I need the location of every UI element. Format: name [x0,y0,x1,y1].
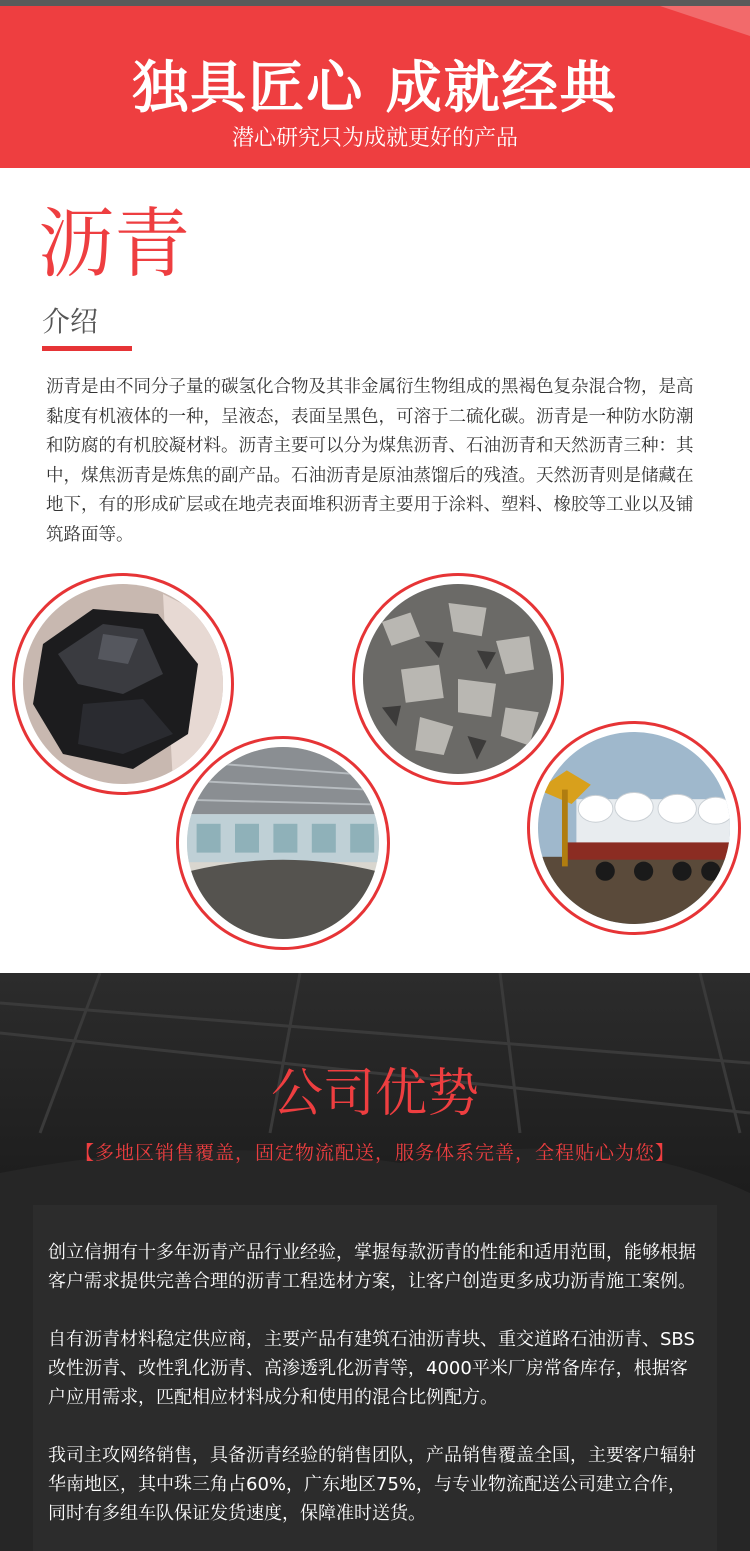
banner-title: 独具匠心 成就经典 [132,56,618,121]
product-title: 沥青 [38,199,190,288]
advantage-paragraph: 创立信拥有十多年沥青产品行业经验，掌握每款沥青的性能和适用范围，能够根据客户需求提供完善合理的沥青工程选材方案，让客户创造更多成功沥青施工案例。 [48,1242,696,1292]
company-advantage-section [0,973,750,1551]
advantage-tagline: 【多地区销售覆盖，固定物流配送，服务体系完善，全程贴心为您】 [74,1142,675,1164]
advantage-title: 公司优势 [270,1064,479,1124]
advantage-paragraph: 自有沥青材料稳定供应商，主要产品有建筑石油沥青块、重交道路石油沥青、SBS改性沥青、改性乳化沥青、高渗透乳化沥青等，4000平米厂房常备库存，根据客户应用需求，匹配相应材料成分和使用的混合比例配方。 [48,1329,695,1408]
advantage-text [48,1238,702,1551]
product-description: 沥青是由不同分子量的碳氢化合物及其非金属衍生物组成的黑褐色复杂混合物，是高黏度有机液体的一种，呈液态，表面呈黑色，可溶于二硫化碳。沥青是一种防水防潮和防腐的有机胶凝材料。沥青主要可以分为煤焦沥青、石油沥青和天然沥青三种：其中，煤焦沥青是炼焦的副产品。石油沥青是原油蒸馏后的残渣。天然沥青则是储藏在地下，有的形成矿层或在地壳表面堆积沥青主要用于涂料、塑料、橡胶等工业以及铺筑路面等。 [46,377,694,545]
banner-corner-decoration [660,6,750,36]
banner-subtitle: 潜心研究只为成就更好的产品 [231,126,518,151]
hero-banner [0,6,750,168]
product-intro-section [0,168,750,973]
truck-loading-photo [527,721,741,935]
warehouse-photo [176,736,390,950]
asphalt-lump-photo [12,573,234,795]
crushed-asphalt-photo [352,573,564,785]
title-underline [42,346,132,351]
product-subtitle: 介绍 [42,305,99,338]
advantage-paragraph: 我司主攻网络销售，具备沥青经验的销售团队，产品销售覆盖全国，主要客户辐射华南地区，其中珠三角占60%，广东地区75%，与专业物流配送公司建立合作，同时有多组车队保证发货速度，保障准时送货。 [48,1445,696,1524]
